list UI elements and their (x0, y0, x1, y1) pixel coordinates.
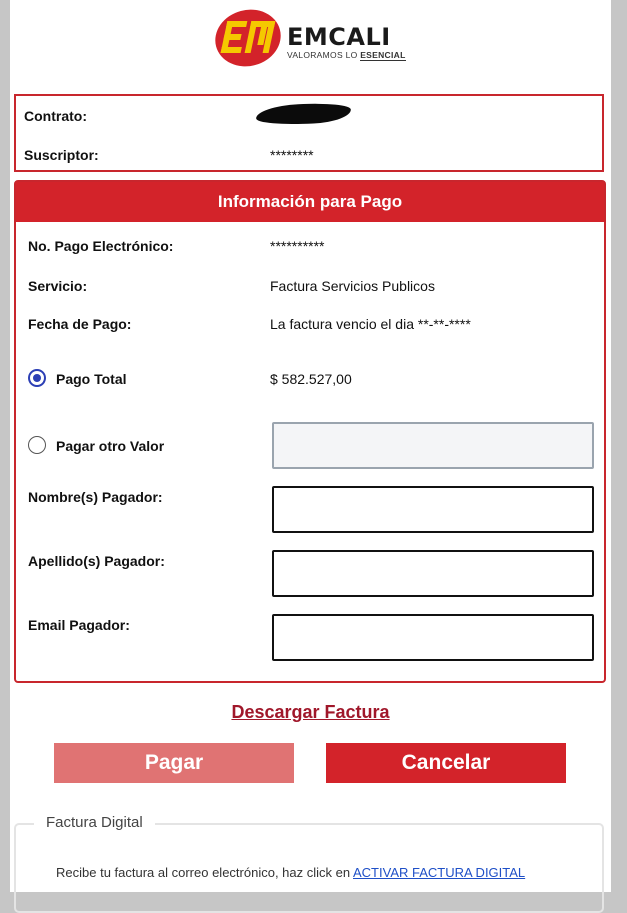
pay-button[interactable]: Pagar (54, 743, 294, 783)
no-pago-label: No. Pago Electrónico: (28, 238, 174, 254)
fecha-label: Fecha de Pago: (28, 316, 132, 332)
otro-valor-radio[interactable] (28, 436, 46, 454)
digital-invoice-message: Recibe tu factura al correo electrónico, haz click en (56, 865, 351, 880)
payment-info-panel (14, 180, 606, 683)
pago-total-value: $ 582.527,00 (270, 371, 352, 387)
digital-invoice-text (56, 865, 525, 880)
download-invoice-link[interactable]: Descargar Factura (231, 702, 390, 722)
contrato-label: Contrato: (24, 108, 87, 124)
servicio-label: Servicio: (28, 278, 88, 294)
suscriptor-value: ******** (270, 147, 314, 163)
tagline-prefix: VALORAMOS LO (287, 50, 358, 60)
email-label: Email Pagador: (28, 617, 130, 633)
emcali-logo (211, 4, 411, 72)
email-input[interactable] (272, 614, 594, 661)
contract-summary (14, 94, 604, 172)
apellido-input[interactable] (272, 550, 594, 597)
pago-total-label[interactable]: Pago Total (56, 371, 127, 387)
apellido-label: Apellido(s) Pagador: (28, 553, 165, 569)
nombre-label: Nombre(s) Pagador: (28, 489, 163, 505)
brand-name: EMCALI (287, 23, 391, 51)
servicio-value: Factura Servicios Publicos (270, 278, 435, 294)
payment-info-header: Información para Pago (16, 182, 604, 222)
nombre-input[interactable] (272, 486, 594, 533)
payment-page (10, 0, 611, 892)
pago-total-radio[interactable] (28, 369, 46, 387)
activate-digital-invoice-link[interactable]: ACTIVAR FACTURA DIGITAL (353, 865, 526, 880)
suscriptor-label: Suscriptor: (24, 147, 99, 163)
otro-valor-input[interactable] (272, 422, 594, 469)
tagline-emphasis: ESENCIAL (360, 50, 406, 60)
cancel-button[interactable]: Cancelar (326, 743, 566, 783)
brand-tagline (287, 50, 406, 60)
fecha-value: La factura vencio el dia **-**-**** (270, 316, 471, 332)
digital-invoice-section (14, 814, 604, 913)
digital-invoice-legend: Factura Digital (34, 814, 155, 831)
emcali-logo-mark (211, 4, 285, 72)
redacted-contract-number (256, 102, 352, 127)
no-pago-value: ********** (270, 238, 325, 254)
otro-valor-label[interactable]: Pagar otro Valor (56, 438, 165, 454)
